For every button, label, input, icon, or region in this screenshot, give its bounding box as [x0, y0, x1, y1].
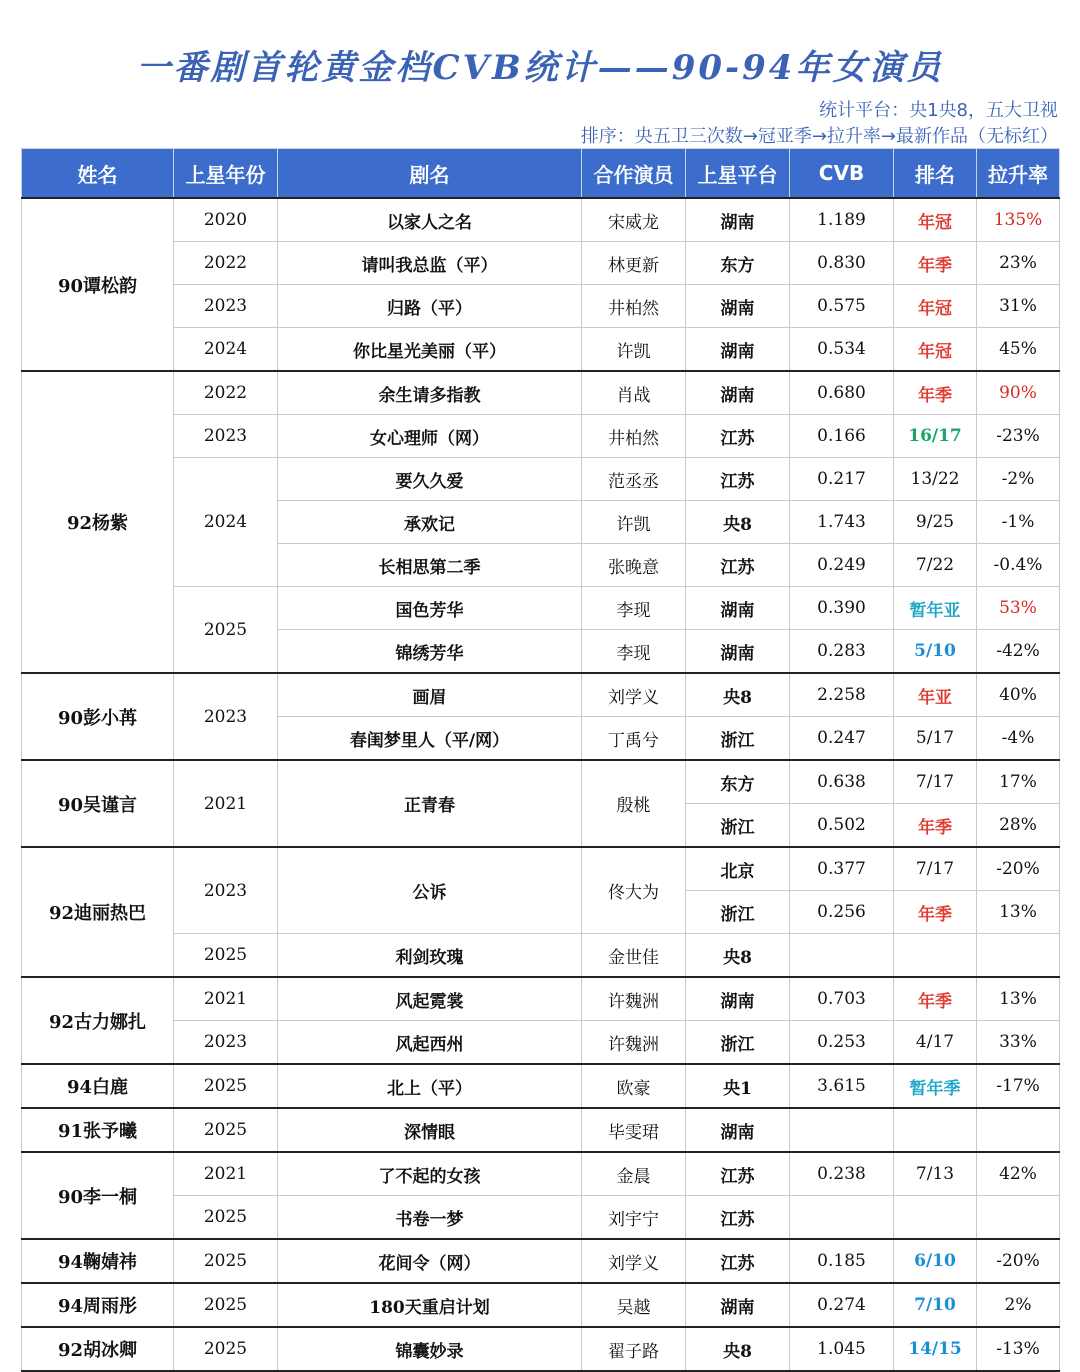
costar-cell: 欧豪	[582, 1064, 686, 1108]
cvb-cell: 1.045	[790, 1327, 894, 1371]
rise-cell: -13%	[977, 1327, 1060, 1371]
col-header-drama: 剧名	[278, 149, 582, 199]
col-header-rise: 拉升率	[977, 149, 1060, 199]
platform-cell: 江苏	[686, 1196, 790, 1240]
drama-cell: 画眉	[278, 673, 582, 717]
rise-cell: 45%	[977, 328, 1060, 372]
platform-cell: 湖南	[686, 328, 790, 372]
cvb-cell: 0.249	[790, 544, 894, 587]
table-row	[22, 198, 1060, 242]
rise-cell: -20%	[977, 1239, 1060, 1283]
col-header-platform: 上星平台	[686, 149, 790, 199]
year-cell: 2023	[174, 415, 278, 458]
table-row	[22, 1239, 1060, 1283]
drama-cell: 正青春	[278, 760, 582, 847]
rise-cell: -17%	[977, 1064, 1060, 1108]
table-row	[22, 415, 1060, 458]
cvb-cell: 0.274	[790, 1283, 894, 1327]
year-cell: 2021	[174, 760, 278, 847]
actress-name: 92迪丽热巴	[22, 847, 174, 977]
cvb-cell: 1.189	[790, 198, 894, 242]
table-row	[22, 458, 1060, 501]
rise-cell: 17%	[977, 760, 1060, 804]
platform-cell: 湖南	[686, 1108, 790, 1152]
platform-cell: 央8	[686, 1327, 790, 1371]
actress-name: 92胡冰卿	[22, 1327, 174, 1371]
rise-cell: -42%	[977, 630, 1060, 674]
rank-cell: 7/22	[894, 544, 977, 587]
year-cell: 2025	[174, 1239, 278, 1283]
rise-cell: -4%	[977, 717, 1060, 761]
costar-cell: 许魏洲	[582, 1021, 686, 1065]
actress-name: 91张予曦	[22, 1108, 174, 1152]
table-row	[22, 1283, 1060, 1327]
cvb-cell: 0.377	[790, 847, 894, 891]
cvb-cell: 0.247	[790, 717, 894, 761]
subtitle-sort: 排序：央五卫三次数→冠亚季→拉升率→最新作品（无标红）	[580, 126, 1058, 147]
rise-cell: -0.4%	[977, 544, 1060, 587]
drama-cell: 以家人之名	[278, 198, 582, 242]
table-row	[22, 285, 1060, 328]
actress-name: 94白鹿	[22, 1064, 174, 1108]
col-header-name: 姓名	[22, 149, 174, 199]
platform-cell: 央8	[686, 934, 790, 978]
rise-cell: 42%	[977, 1152, 1060, 1196]
drama-cell: 利剑玫瑰	[278, 934, 582, 978]
platform-cell: 江苏	[686, 458, 790, 501]
year-cell: 2025	[174, 1327, 278, 1371]
costar-cell: 张晚意	[582, 544, 686, 587]
costar-cell: 井柏然	[582, 415, 686, 458]
actress-name: 94周雨彤	[22, 1283, 174, 1327]
costar-cell: 金晨	[582, 1152, 686, 1196]
drama-cell: 承欢记	[278, 501, 582, 544]
drama-cell: 长相思第二季	[278, 544, 582, 587]
drama-cell: 深情眼	[278, 1108, 582, 1152]
costar-cell: 肖战	[582, 371, 686, 415]
costar-cell: 丁禹兮	[582, 717, 686, 761]
rise-cell: -2%	[977, 458, 1060, 501]
col-header-year: 上星年份	[174, 149, 278, 199]
cvb-cell: 0.166	[790, 415, 894, 458]
rank-cell	[894, 934, 977, 978]
rank-cell: 年冠	[894, 328, 977, 372]
year-cell: 2021	[174, 977, 278, 1021]
col-header-costar: 合作演员	[582, 149, 686, 199]
year-cell: 2025	[174, 1283, 278, 1327]
cvb-cell: 0.253	[790, 1021, 894, 1065]
costar-cell: 许魏洲	[582, 977, 686, 1021]
rank-cell: 年季	[894, 804, 977, 848]
platform-cell: 东方	[686, 242, 790, 285]
rank-cell: 5/17	[894, 717, 977, 761]
platform-cell: 江苏	[686, 1152, 790, 1196]
actress-name: 92古力娜扎	[22, 977, 174, 1064]
table-row	[22, 1327, 1060, 1371]
year-cell: 2025	[174, 587, 278, 674]
drama-cell: 女心理师（网）	[278, 415, 582, 458]
drama-cell: 风起西州	[278, 1021, 582, 1065]
drama-cell: 风起霓裳	[278, 977, 582, 1021]
rise-cell: 33%	[977, 1021, 1060, 1065]
platform-cell: 江苏	[686, 1239, 790, 1283]
rise-cell	[977, 1196, 1060, 1240]
rise-cell: 135%	[977, 198, 1060, 242]
table-row	[22, 1196, 1060, 1240]
rise-cell: -1%	[977, 501, 1060, 544]
rank-cell: 7/17	[894, 760, 977, 804]
drama-cell: 余生请多指教	[278, 371, 582, 415]
cvb-cell: 0.390	[790, 587, 894, 630]
platform-cell: 浙江	[686, 804, 790, 848]
actress-name: 92杨紫	[22, 371, 174, 673]
cvb-cell	[790, 1108, 894, 1152]
platform-cell: 央8	[686, 673, 790, 717]
platform-cell: 浙江	[686, 891, 790, 934]
cvb-cell: 0.238	[790, 1152, 894, 1196]
costar-cell: 刘学义	[582, 1239, 686, 1283]
platform-cell: 央1	[686, 1064, 790, 1108]
rank-cell: 年冠	[894, 285, 977, 328]
costar-cell: 佟大为	[582, 847, 686, 934]
costar-cell: 殷桃	[582, 760, 686, 847]
rank-cell: 4/17	[894, 1021, 977, 1065]
table-row	[22, 1021, 1060, 1065]
rank-cell: 年冠	[894, 198, 977, 242]
year-cell: 2022	[174, 242, 278, 285]
cvb-cell: 0.703	[790, 977, 894, 1021]
table-row	[22, 1108, 1060, 1152]
costar-cell: 范丞丞	[582, 458, 686, 501]
rank-cell: 6/10	[894, 1239, 977, 1283]
rise-cell: 28%	[977, 804, 1060, 848]
actress-name: 90谭松韵	[22, 198, 174, 371]
table-row	[22, 934, 1060, 978]
platform-cell: 浙江	[686, 717, 790, 761]
col-header-rank: 排名	[894, 149, 977, 199]
costar-cell: 李现	[582, 630, 686, 674]
header-row	[22, 149, 1060, 199]
costar-cell: 许凯	[582, 501, 686, 544]
cvb-cell: 0.680	[790, 371, 894, 415]
costar-cell: 李现	[582, 587, 686, 630]
platform-cell: 湖南	[686, 371, 790, 415]
drama-cell: 花间令（网）	[278, 1239, 582, 1283]
col-header-cvb: CVB	[790, 149, 894, 199]
table-row	[22, 328, 1060, 372]
table-row	[22, 760, 1060, 804]
year-cell: 2024	[174, 328, 278, 372]
platform-cell: 湖南	[686, 587, 790, 630]
year-cell: 2021	[174, 1152, 278, 1196]
page-title: 一番剧首轮黄金档CVB统计——90-94年女演员	[136, 48, 944, 88]
actress-name: 90李一桐	[22, 1152, 174, 1239]
rank-cell: 暂年亚	[894, 587, 977, 630]
rank-cell: 9/25	[894, 501, 977, 544]
table-row	[22, 371, 1060, 415]
platform-cell: 江苏	[686, 544, 790, 587]
rank-cell: 年季	[894, 977, 977, 1021]
actress-name: 90吴谨言	[22, 760, 174, 847]
costar-cell: 宋威龙	[582, 198, 686, 242]
year-cell: 2020	[174, 198, 278, 242]
costar-cell: 林更新	[582, 242, 686, 285]
drama-cell: 请叫我总监（平）	[278, 242, 582, 285]
cvb-cell: 1.743	[790, 501, 894, 544]
platform-cell: 湖南	[686, 285, 790, 328]
costar-cell: 吴越	[582, 1283, 686, 1327]
actress-name: 90彭小苒	[22, 673, 174, 760]
drama-cell: 你比星光美丽（平）	[278, 328, 582, 372]
drama-cell: 公诉	[278, 847, 582, 934]
rise-cell: 13%	[977, 977, 1060, 1021]
costar-cell: 刘宇宁	[582, 1196, 686, 1240]
year-cell: 2024	[174, 458, 278, 587]
platform-cell: 湖南	[686, 630, 790, 674]
cvb-cell: 0.217	[790, 458, 894, 501]
table-row	[22, 673, 1060, 717]
cvb-cell	[790, 934, 894, 978]
year-cell: 2025	[174, 1108, 278, 1152]
rank-cell	[894, 1108, 977, 1152]
table-row	[22, 847, 1060, 891]
year-cell: 2022	[174, 371, 278, 415]
cvb-cell: 0.185	[790, 1239, 894, 1283]
rise-cell: 31%	[977, 285, 1060, 328]
rise-cell: 23%	[977, 242, 1060, 285]
rise-cell: 53%	[977, 587, 1060, 630]
year-cell: 2023	[174, 673, 278, 760]
drama-cell: 180天重启计划	[278, 1283, 582, 1327]
drama-cell: 要久久爱	[278, 458, 582, 501]
year-cell: 2023	[174, 285, 278, 328]
rank-cell: 7/10	[894, 1283, 977, 1327]
rise-cell: 90%	[977, 371, 1060, 415]
costar-cell: 翟子路	[582, 1327, 686, 1371]
drama-cell: 了不起的女孩	[278, 1152, 582, 1196]
platform-cell: 江苏	[686, 415, 790, 458]
platform-cell: 央8	[686, 501, 790, 544]
cvb-cell: 0.256	[790, 891, 894, 934]
costar-cell: 毕雯珺	[582, 1108, 686, 1152]
cvb-cell: 0.830	[790, 242, 894, 285]
rank-cell: 5/10	[894, 630, 977, 674]
rank-cell: 13/22	[894, 458, 977, 501]
drama-cell: 书卷一梦	[278, 1196, 582, 1240]
year-cell: 2025	[174, 1196, 278, 1240]
drama-cell: 春闺梦里人（平/网）	[278, 717, 582, 761]
platform-cell: 湖南	[686, 198, 790, 242]
rise-cell: 40%	[977, 673, 1060, 717]
drama-cell: 国色芳华	[278, 587, 582, 630]
platform-cell: 浙江	[686, 1021, 790, 1065]
costar-cell: 刘学义	[582, 673, 686, 717]
rank-cell: 7/17	[894, 847, 977, 891]
year-cell: 2023	[174, 847, 278, 934]
costar-cell: 金世佳	[582, 934, 686, 978]
cvb-cell: 2.258	[790, 673, 894, 717]
rank-cell: 年季	[894, 242, 977, 285]
cvb-cell: 0.534	[790, 328, 894, 372]
rank-cell: 年季	[894, 371, 977, 415]
costar-cell: 井柏然	[582, 285, 686, 328]
rise-cell: -20%	[977, 847, 1060, 891]
table-row	[22, 587, 1060, 630]
cvb-cell: 3.615	[790, 1064, 894, 1108]
year-cell: 2025	[174, 1064, 278, 1108]
cvb-cell: 0.502	[790, 804, 894, 848]
rise-cell	[977, 1108, 1060, 1152]
year-cell: 2023	[174, 1021, 278, 1065]
rank-cell: 14/15	[894, 1327, 977, 1371]
drama-cell: 北上（平）	[278, 1064, 582, 1108]
drama-cell: 锦绣芳华	[278, 630, 582, 674]
rank-cell: 年季	[894, 891, 977, 934]
rise-cell	[977, 934, 1060, 978]
cvb-table	[21, 148, 1060, 1372]
drama-cell: 锦囊妙录	[278, 1327, 582, 1371]
subtitle-platform: 统计平台：央1央8，五大卫视	[819, 100, 1058, 121]
cvb-cell: 0.283	[790, 630, 894, 674]
platform-cell: 湖南	[686, 1283, 790, 1327]
table-row	[22, 1152, 1060, 1196]
rise-cell: 2%	[977, 1283, 1060, 1327]
platform-cell: 北京	[686, 847, 790, 891]
rank-cell: 16/17	[894, 415, 977, 458]
rank-cell	[894, 1196, 977, 1240]
rise-cell: 13%	[977, 891, 1060, 934]
rank-cell: 暂年季	[894, 1064, 977, 1108]
platform-cell: 湖南	[686, 977, 790, 1021]
table-row	[22, 242, 1060, 285]
drama-cell: 归路（平）	[278, 285, 582, 328]
cvb-cell: 0.638	[790, 760, 894, 804]
rise-cell: -23%	[977, 415, 1060, 458]
costar-cell: 许凯	[582, 328, 686, 372]
year-cell: 2025	[174, 934, 278, 978]
table-row	[22, 977, 1060, 1021]
platform-cell: 东方	[686, 760, 790, 804]
cvb-cell: 0.575	[790, 285, 894, 328]
cvb-cell	[790, 1196, 894, 1240]
rank-cell: 年亚	[894, 673, 977, 717]
rank-cell: 7/13	[894, 1152, 977, 1196]
table-row	[22, 1064, 1060, 1108]
actress-name: 94鞠婧祎	[22, 1239, 174, 1283]
